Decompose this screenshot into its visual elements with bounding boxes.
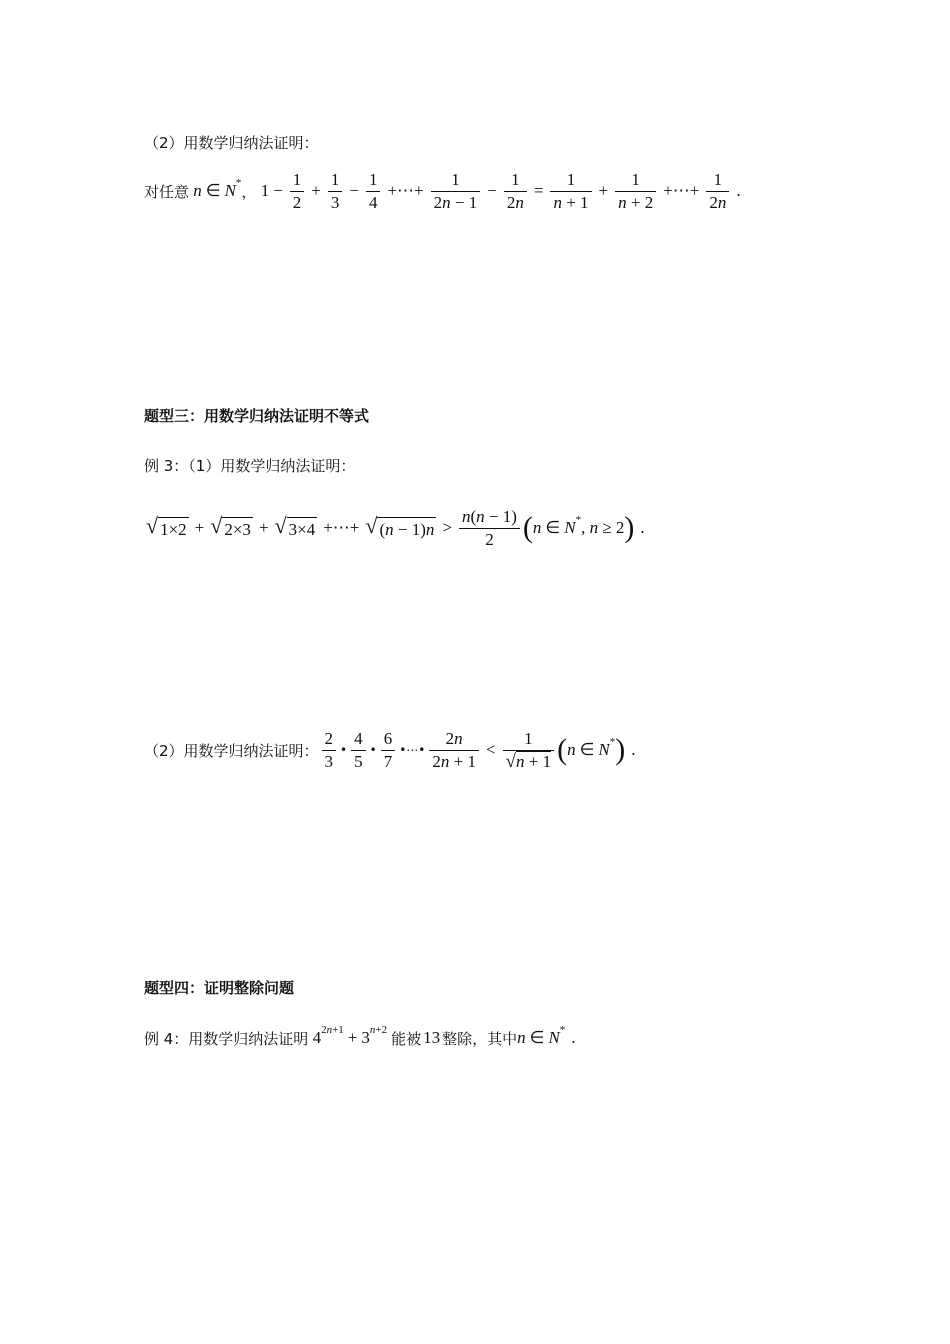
math-term: 1: [256, 181, 270, 200]
period: .: [571, 1028, 576, 1047]
paren-close: ): [624, 511, 635, 544]
math-var: n: [532, 518, 542, 537]
example-4-line: [144, 1024, 576, 1052]
math-term: 3: [361, 1028, 370, 1047]
fraction: $\frac{6}{7}$: [381, 728, 396, 773]
example-3b-formula: [144, 724, 635, 776]
math-var: N: [598, 740, 610, 759]
math-op: •: [369, 743, 377, 757]
fraction: $\frac{1}{3}$: [328, 169, 343, 214]
math-term: 4: [308, 1028, 322, 1047]
fraction: $\frac{4}{5}$: [351, 728, 366, 773]
example-4-mid: 能被: [391, 1029, 422, 1048]
math-var: N: [224, 181, 236, 200]
section-3-title: 题型三：用数学归纳法证明不等式: [144, 407, 370, 425]
fraction: $\frac{1}{2n}$: [706, 169, 729, 214]
example-4-number: 13: [423, 1028, 441, 1047]
math-op: −: [349, 181, 359, 200]
math-op: +: [311, 181, 321, 200]
q2-label: （2）用数学归纳法证明：: [144, 134, 319, 152]
math-op: ∈: [545, 518, 561, 537]
math-sup: *: [609, 736, 616, 748]
q2-intro: 对任意: [144, 182, 190, 201]
math-var: n: [567, 740, 576, 759]
section-4-title: 题型四：证明整除问题: [144, 979, 295, 997]
period: .: [736, 181, 741, 200]
math-var: n: [189, 181, 202, 200]
fraction: $\frac{1}{2}$: [290, 169, 305, 214]
math-op: +: [258, 518, 269, 537]
example-3-formula: [144, 503, 645, 553]
fraction: $\frac{2n}{2n + 1}$: [429, 728, 479, 773]
math-op: +⋯+: [323, 518, 360, 537]
math-op: +: [194, 518, 205, 537]
math-op: −: [273, 181, 283, 200]
math-op: •⋯•: [399, 743, 426, 757]
sqrt-term: √ 3×4: [275, 514, 318, 542]
example-3-label: 例 3：（1）用数学归纳法证明：: [144, 457, 356, 475]
math-op: ∈: [529, 1028, 545, 1047]
math-sup: *: [575, 514, 582, 526]
fraction: $\frac{1}{2n - 1}$: [431, 169, 481, 214]
q2-comma: ，: [241, 182, 257, 201]
paren-close: ): [615, 733, 626, 766]
sqrt-term: √ (n − 1)n: [365, 514, 436, 542]
example-3b-label: （2）用数学归纳法证明：: [144, 741, 319, 760]
fraction: $\frac{n(n - 1)}{2}$: [459, 506, 520, 551]
math-term: , n ≥ 2: [581, 518, 625, 537]
math-op: −: [487, 181, 497, 200]
math-op: >: [442, 518, 452, 537]
math-op: +: [347, 1028, 358, 1047]
math-op: +: [598, 181, 609, 200]
q2-formula: [144, 168, 741, 214]
math-op: ∈: [579, 740, 595, 759]
math-sup: *: [235, 177, 242, 189]
fraction: $\frac{1}{n + 2}$: [615, 169, 656, 214]
math-op: +⋯+: [387, 181, 424, 200]
fraction: $\frac{1}{2n}$: [504, 169, 527, 214]
math-sup: n+2: [369, 1024, 388, 1036]
period: .: [640, 518, 645, 537]
math-sup: *: [559, 1024, 566, 1036]
sqrt-term: √ 1×2: [146, 514, 189, 542]
sqrt-term: √ 2×3: [210, 514, 253, 542]
paren-open: (: [522, 511, 533, 544]
fraction: $\frac{2}{3}$: [322, 728, 337, 773]
example-4-end: 整除，其中: [442, 1029, 518, 1048]
math-var: N: [564, 518, 576, 537]
fraction: $\frac{1}{√n + 1}$: [503, 728, 555, 773]
math-op: <: [485, 740, 496, 759]
math-op: +⋯+: [663, 181, 700, 200]
example-4-label: 例 4：用数学归纳法证明: [144, 1029, 309, 1048]
math-op: ∈: [205, 181, 221, 200]
fraction: $\frac{1}{4}$: [366, 169, 381, 214]
math-sup: 2n+1: [321, 1024, 344, 1036]
fraction: $\frac{1}{n + 1}$: [550, 169, 591, 214]
period: .: [631, 740, 636, 759]
paren-open: (: [557, 733, 568, 766]
math-var: N: [548, 1028, 560, 1047]
math-op: =: [533, 181, 544, 200]
math-op: •: [340, 743, 348, 757]
math-var: n: [517, 1028, 526, 1047]
